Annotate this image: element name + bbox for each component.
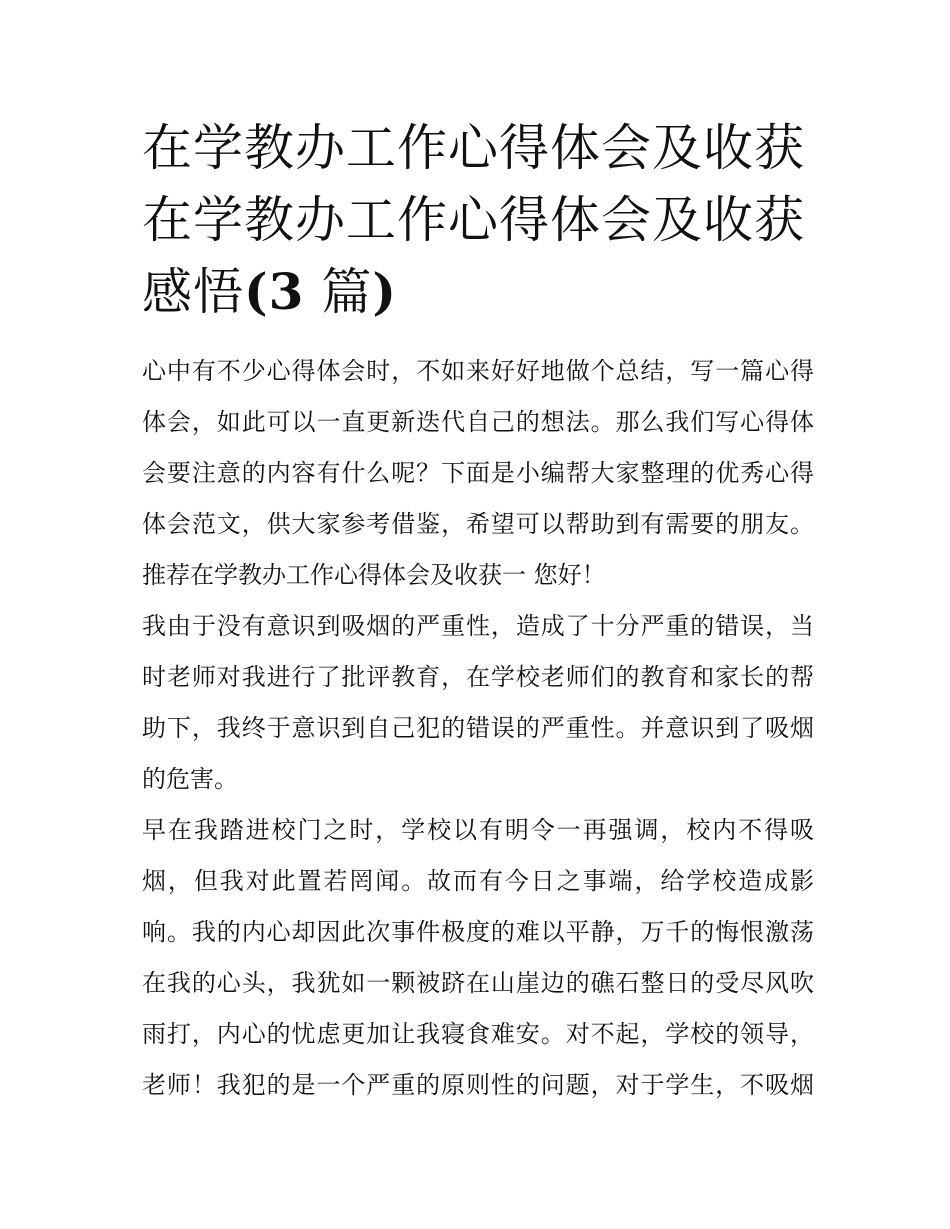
document-title (142, 112, 814, 328)
title-line-3-number: (3 (244, 262, 305, 321)
paragraph-2 (142, 805, 814, 1111)
text-line: 时老师对我进行了批评教育，在学校老师们的教育和家长的帮 (142, 663, 814, 691)
text-line: 烟，但我对此置若罔闻。故而有今日之事端，给学校造成影 (142, 867, 814, 895)
text-line: 老师！我犯的是一个严重的原则性的问题，对于学生，不吸烟 (142, 1071, 814, 1099)
text-line: 体会，如此可以一直更新迭代自己的想法。那么我们写心得体 (142, 408, 814, 436)
paragraph-recommend (142, 550, 814, 601)
text-line: 在我的心头，我犹如一颗被跻在山崖边的礁石整日的受尽风吹 (142, 969, 814, 997)
document-body (142, 346, 814, 1111)
title-line-3 (142, 256, 814, 328)
text-line: 助下，我终于意识到自己犯的错误的严重性。并意识到了吸烟 (142, 714, 814, 742)
text-line: 心中有不少心得体会时，不如来好好地做个总结，写一篇心得 (142, 357, 814, 385)
paragraph-1 (142, 601, 814, 805)
title-line-1: 在学教办工作心得体会及收获 (142, 119, 805, 177)
title-line-3-suffix: ) (372, 262, 398, 321)
paragraph-intro (142, 346, 814, 550)
text-line: 我由于没有意识到吸烟的严重性，造成了十分严重的错误，当 (142, 612, 814, 640)
title-line-3-prefix: 感悟 (142, 263, 244, 321)
text-line: 的危害。 (142, 765, 238, 793)
text-line: 早在我踏进校门之时，学校以有明令一再强调，校内不得吸 (142, 816, 814, 844)
text-line: 推荐在学教办工作心得体会及收获一 您好！ (142, 561, 606, 589)
text-line: 会要注意的内容有什么呢？下面是小编帮大家整理的优秀心得 (142, 459, 814, 487)
text-line: 雨打，内心的忧虑更加让我寝食难安。对不起，学校的领导， (142, 1020, 814, 1048)
title-line-3-middle: 篇 (304, 263, 373, 321)
text-line: 响。我的内心却因此次事件极度的难以平静，万千的悔恨激荡 (142, 918, 814, 946)
title-line-2: 在学教办工作心得体会及收获 (142, 191, 805, 249)
text-line: 体会范文，供大家参考借鉴，希望可以帮助到有需要的朋友。 (142, 510, 814, 538)
document-content (142, 112, 814, 1111)
